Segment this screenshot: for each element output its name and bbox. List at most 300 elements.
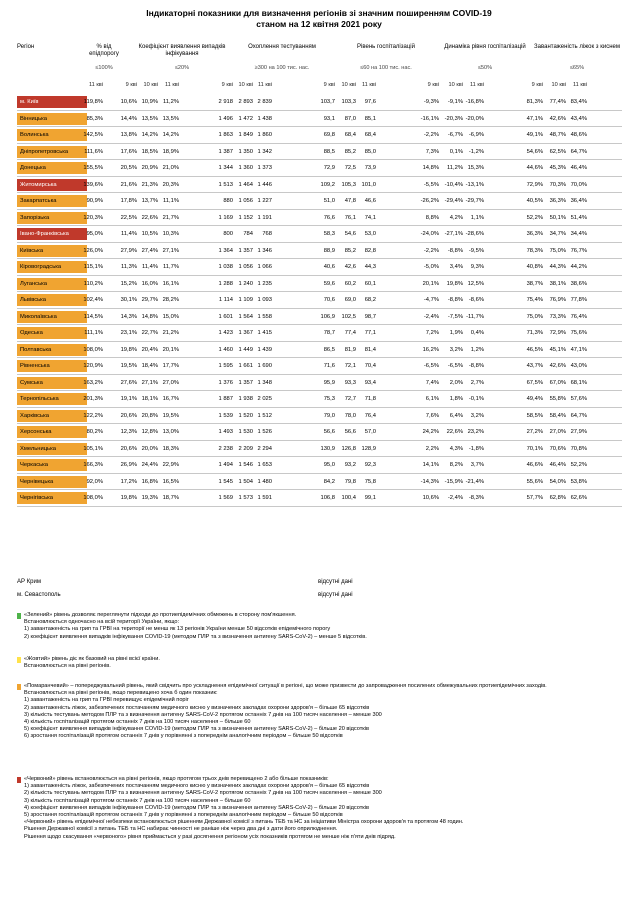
beds-value: 42,6% [549, 115, 566, 122]
det-value: 14,3% [120, 313, 137, 320]
test-value: 1 373 [257, 165, 272, 171]
hosp-value: 60,1 [364, 280, 376, 287]
det-value: 19,3% [141, 495, 158, 501]
det-value: 11,3% [120, 264, 137, 270]
week-label-test-2: 10 кві [238, 82, 253, 88]
hosp-value: 130,9 [320, 445, 335, 452]
det-value: 19,5% [120, 363, 137, 369]
table-row [17, 226, 622, 243]
legend-line: Рішення Державної комісії з питань ТЕБ та НС набирає чинності не раніше ніж через два дні з дати його оприлюднення. [24, 826, 338, 833]
test-value: 1 653 [257, 462, 272, 468]
hosp-value: 93,3 [344, 379, 356, 386]
table-row [17, 391, 622, 408]
table-row [17, 210, 622, 227]
test-value: 1 520 [238, 412, 253, 419]
dyn-value: -13,1% [465, 181, 484, 188]
dyn-value: 3,2% [449, 346, 463, 353]
det-value: 14,2% [141, 132, 158, 138]
det-value: 19,8% [120, 346, 137, 353]
hosp-value: 99,1 [364, 495, 376, 501]
region-name: Донецька [17, 162, 87, 174]
region-name: Житомирська [17, 179, 87, 191]
dyn-value: -8,6% [468, 297, 484, 303]
det-value: 27,1% [162, 247, 179, 254]
legend-line: 2) завантаженість ліжок, забезпечених постачанням медичного кисню у визначених закладах охорони здоров'я – більше 65 відсотків [24, 704, 370, 711]
pct-value: 80,2% [86, 429, 103, 435]
dyn-value: -24,0% [420, 231, 439, 237]
beds-value: 64,7% [570, 148, 587, 155]
det-value: 18,9% [162, 148, 179, 155]
det-value: 14,8% [141, 313, 158, 320]
table-row [17, 375, 622, 392]
test-value: 1 191 [257, 214, 272, 221]
beds-value: 72,9% [549, 330, 566, 336]
hosp-value: 86,5 [323, 346, 335, 353]
hosp-value: 68,4 [364, 132, 376, 138]
test-value: 1 387 [218, 148, 233, 155]
pct-value: 126,0% [83, 247, 103, 254]
week-label-det-3: 11 кві [164, 82, 179, 88]
det-value: 11,4% [141, 264, 158, 270]
hosp-value: 93,1 [323, 115, 335, 122]
dyn-value: -9,3% [423, 99, 439, 105]
det-value: 19,1% [120, 396, 137, 402]
dyn-value: -29,4% [444, 198, 463, 204]
hosp-value: 81,4 [364, 346, 376, 353]
beds-value: 45,1% [549, 346, 566, 353]
hosp-value: 53,0 [364, 231, 376, 237]
table-row [17, 193, 622, 210]
dyn-value: -2,2% [423, 132, 439, 138]
beds-value: 62,8% [549, 495, 566, 501]
hosp-value: 57,0 [364, 429, 376, 435]
test-value: 1 526 [257, 429, 272, 435]
beds-value: 70,1% [526, 445, 543, 452]
beds-value: 47,1% [570, 346, 587, 353]
week-label-beds-1: 9 кві [531, 82, 543, 88]
det-value: 30,1% [120, 297, 137, 303]
dyn-value: -2,4% [447, 495, 463, 501]
report-date: станом на 12 квітня 2021 року [256, 19, 382, 29]
hosp-value: 72,5 [344, 165, 356, 171]
table-row [17, 342, 622, 359]
beds-value: 27,2% [526, 429, 543, 435]
pct-value: 105,1% [83, 445, 103, 452]
det-value: 14,2% [162, 132, 179, 138]
det-value: 13,0% [162, 429, 179, 435]
det-value: 27,6% [120, 379, 137, 386]
hosp-value: 71,6 [323, 363, 335, 369]
test-value: 1 849 [238, 132, 253, 138]
table-row [17, 177, 622, 194]
dyn-value: -6,9% [468, 132, 484, 138]
hosp-value: 76,1 [344, 214, 356, 221]
week-label-det-1: 9 кві [125, 82, 137, 88]
det-value: 22,5% [120, 214, 137, 221]
beds-value: 49,4% [526, 396, 543, 402]
det-value: 12,3% [120, 429, 137, 435]
region-name: Дніпропетровська [17, 146, 87, 158]
beds-value: 67,5% [526, 379, 543, 386]
test-value: 1 169 [218, 214, 233, 221]
week-label-hosp-2: 10 кві [341, 82, 356, 88]
det-value: 22,6% [141, 214, 158, 221]
det-value: 21,3% [141, 181, 158, 188]
hosp-value: 47,8 [344, 198, 356, 204]
week-label-pct: 11 кві [88, 82, 103, 88]
hosp-value: 74,1 [364, 214, 376, 221]
test-value: 1 591 [257, 495, 272, 501]
legend-line: 3) кількість тестувань методом ПЛР та з визначення антигену SARS-CoV-2 протягом останніх 7 днів на 100 тисяч населення – менше 300 [24, 711, 382, 718]
beds-value: 45,3% [549, 165, 566, 171]
det-value: 29,7% [141, 297, 158, 303]
hosp-value: 76,4 [364, 412, 376, 419]
test-value: 1 464 [238, 181, 253, 188]
det-value: 18,4% [141, 363, 158, 369]
region-name: Запорізька [17, 212, 87, 224]
test-value: 1 360 [238, 165, 253, 171]
test-value: 2 209 [238, 445, 253, 452]
det-value: 16,0% [141, 280, 158, 287]
test-value: 1 342 [257, 148, 272, 155]
table-row [17, 94, 622, 111]
test-value: 1 564 [238, 313, 253, 320]
hosp-value: 40,6 [323, 264, 335, 270]
dyn-value: 6,1% [425, 396, 439, 402]
hosp-value: 60,2 [344, 280, 356, 287]
table-row [17, 474, 622, 491]
test-value: 2 294 [257, 445, 272, 452]
det-value: 21,2% [162, 330, 179, 336]
det-value: 20,5% [120, 165, 137, 171]
pct-value: 155,5% [83, 165, 103, 171]
week-label-hosp-1: 9 кві [323, 82, 335, 88]
det-value: 20,0% [141, 445, 158, 452]
dyn-value: 8,8% [425, 214, 439, 221]
pct-value: 119,8% [83, 99, 103, 105]
region-name: Волинська [17, 129, 87, 141]
week-label-dyn-3: 11 кві [469, 82, 484, 88]
test-value: 2 839 [257, 99, 272, 105]
beds-value: 76,7% [570, 247, 587, 254]
dyn-value: -10,4% [444, 181, 463, 188]
det-value: 20,6% [120, 412, 137, 419]
det-value: 11,1% [162, 198, 179, 204]
beds-value: 36,4% [570, 198, 587, 204]
hosp-value: 103,3 [341, 99, 356, 105]
region-name: Львівська [17, 294, 87, 306]
dyn-value: -21,4% [465, 478, 484, 485]
test-value: 1 357 [238, 247, 253, 254]
hosp-value: 81,9 [344, 346, 356, 353]
table-row [17, 144, 622, 161]
table-row [17, 457, 622, 474]
region-name: Миколаївська [17, 311, 87, 323]
dyn-value: 7,4% [425, 379, 439, 386]
det-value: 17,6% [120, 148, 137, 155]
det-value: 14,4% [120, 115, 137, 122]
hosp-value: 93,2 [344, 462, 356, 468]
region-name: Чернігівська [17, 492, 87, 504]
dyn-value: -11,7% [466, 313, 484, 320]
test-value: 1 357 [238, 379, 253, 386]
pct-value: 115,1% [83, 264, 103, 270]
hosp-value: 88,9 [323, 247, 335, 254]
dyn-value: -16,1% [420, 115, 439, 122]
legend-swatch [17, 657, 21, 663]
beds-value: 52,2% [526, 214, 543, 221]
hosp-value: 79,0 [323, 412, 335, 419]
legend-line: 1) завантаженість на грип та ГРВІ перевищує епідемічний поріг [24, 697, 189, 704]
legend-line: Встановлюється на рівні регіонів. [24, 663, 111, 670]
det-value: 26,9% [120, 462, 137, 468]
test-value: 1 573 [238, 495, 253, 501]
test-value: 1 114 [218, 297, 233, 303]
dyn-value: 16,2% [422, 346, 439, 353]
hosp-value: 72,1 [344, 363, 356, 369]
test-value: 1 038 [218, 264, 233, 270]
dyn-value: -8,8% [447, 297, 463, 303]
hosp-value: 78,0 [344, 412, 356, 419]
det-value: 15,0% [162, 313, 179, 320]
test-value: 1 093 [257, 297, 272, 303]
beds-value: 68,1% [570, 379, 587, 386]
hosp-value: 126,8 [341, 445, 356, 452]
threshold-beds: ≤65% [569, 65, 585, 71]
pct-value: 110,2% [83, 280, 103, 287]
dyn-value: 7,6% [425, 412, 439, 419]
region-name: Хмельницька [17, 443, 87, 455]
hosp-value: 100,4 [341, 495, 356, 501]
legend-swatch [17, 777, 21, 783]
test-value: 1 066 [257, 264, 272, 270]
hosp-value: 75,8 [364, 478, 376, 485]
dyn-value: -6,5% [447, 363, 463, 369]
hosp-value: 75,3 [323, 396, 335, 402]
pct-value: 85,3% [86, 115, 103, 122]
pct-value: 111,1% [84, 330, 103, 336]
legend-line: «Червоний» рівень встановлюється на рівні регіонів, якщо протягом трьох днів перевищено 2 або більше показників: [24, 776, 329, 782]
test-value: 2 025 [257, 396, 272, 402]
test-value: 1 344 [218, 165, 233, 171]
det-value: 10,9% [141, 99, 158, 105]
beds-value: 83,4% [570, 99, 587, 105]
det-value: 20,6% [120, 445, 137, 452]
test-value: 1 558 [257, 313, 272, 320]
test-value: 1 109 [238, 297, 253, 303]
beds-value: 38,6% [570, 280, 587, 287]
test-value: 1 504 [238, 478, 253, 485]
beds-value: 71,3% [526, 330, 543, 336]
dyn-value: -8,8% [447, 247, 463, 254]
dyn-value: 3,4% [449, 264, 463, 270]
legend-line: 5) зростання госпіталізацій протягом останніх 7 днів у порівнянні з попереднім аналогічним періодом – більше 50 відсотків [24, 812, 343, 819]
legend-line: Рішення щодо скасування «червоного» рівня приймається у разі досягнення регіоном усіх показників протягом не менше ніж п'яти днів підряд. [24, 833, 396, 840]
beds-value: 81,3% [526, 99, 543, 105]
test-value: 1 449 [238, 346, 253, 353]
pct-value: 120,9% [83, 363, 103, 369]
test-value: 1 494 [218, 462, 233, 468]
hosp-value: 98,7 [364, 313, 376, 320]
beds-value: 48,7% [549, 132, 566, 138]
hosp-value: 105,3 [341, 181, 356, 188]
test-value: 1 438 [257, 115, 272, 122]
test-value: 1 460 [218, 346, 233, 353]
beds-value: 40,5% [526, 198, 543, 204]
pct-value: 92,0% [86, 478, 103, 485]
hosp-value: 102,5 [341, 313, 356, 320]
pct-value: 95,0% [86, 231, 103, 237]
test-value: 1 152 [238, 214, 253, 221]
dyn-value: -5,0% [423, 264, 439, 270]
test-value: 1 415 [257, 330, 272, 336]
beds-value: 43,4% [570, 115, 587, 122]
region-name: Кіровоградська [17, 261, 87, 273]
dyn-value: 4,3% [449, 445, 463, 452]
det-value: 28,2% [162, 297, 179, 303]
dyn-value: -29,7% [465, 198, 484, 204]
week-label-beds-2: 10 кві [551, 82, 566, 88]
week-label-hosp-3: 11 кві [361, 82, 376, 88]
det-value: 15,2% [120, 280, 137, 287]
threshold-det: ≤20% [174, 65, 190, 71]
hosp-value: 59,6 [323, 280, 335, 287]
det-value: 19,5% [162, 412, 179, 419]
hosp-value: 46,6 [364, 198, 376, 204]
hosp-value: 69,0 [344, 297, 356, 303]
hosp-value: 79,8 [344, 478, 356, 485]
beds-value: 50,1% [549, 214, 566, 221]
dyn-value: -6,5% [423, 363, 439, 369]
beds-value: 72,9% [526, 181, 543, 188]
det-value: 13,8% [120, 132, 137, 138]
hosp-value: 97,6 [364, 99, 376, 105]
week-label-dyn-2: 10 кві [448, 82, 463, 88]
hosp-value: 68,2 [364, 297, 376, 303]
beds-value: 40,8% [526, 264, 543, 270]
crimea-label: АР Крим [17, 579, 41, 585]
hosp-value: 56,6 [344, 429, 356, 435]
hosp-value: 84,2 [323, 478, 335, 485]
legend-line: 2) коефіцієнт виявлення випадків інфікування COVID-19 (методом ПЛР та з визначення антигену SARS-CoV-2) – менше 5 відсотків. [24, 633, 367, 640]
hosp-value: 106,9 [320, 313, 335, 320]
header-dynamics: Динаміка рівня госпіталізацій [444, 44, 526, 50]
dyn-value: -4,7% [423, 297, 439, 303]
beds-value: 42,6% [549, 363, 566, 369]
dyn-value: -28,6% [465, 231, 484, 237]
region-name: Одеська [17, 327, 87, 339]
region-name: Сумська [17, 377, 87, 389]
threshold-hosp: ≤60 на 100 тис. нас. [360, 65, 412, 71]
test-value: 1 539 [218, 412, 233, 419]
hosp-value: 70,6 [323, 297, 335, 303]
beds-value: 34,4% [570, 231, 587, 237]
hosp-value: 77,4 [344, 330, 356, 336]
table-row [17, 292, 622, 309]
region-name: Чернівецька [17, 476, 87, 488]
test-value: 1 348 [257, 379, 272, 386]
table-row [17, 490, 622, 507]
legend-line: Встановлюється на рівні регіонів, якщо перевищено хоча б один показник: [24, 690, 218, 697]
hosp-value: 42,6 [344, 264, 356, 270]
beds-value: 49,1% [526, 132, 543, 138]
region-name: Херсонська [17, 426, 87, 438]
dyn-value: -1,8% [468, 445, 484, 452]
pct-value: 163,2% [83, 379, 103, 386]
det-value: 22,7% [141, 330, 158, 336]
beds-value: 52,2% [570, 462, 587, 468]
test-value: 1 350 [238, 148, 253, 155]
sevastopol-note: відсутні дані [318, 592, 353, 598]
hosp-value: 70,4 [364, 363, 376, 369]
beds-value: 67,0% [549, 379, 566, 386]
det-value: 20,3% [162, 181, 179, 188]
beds-value: 62,5% [549, 148, 566, 155]
beds-value: 77,8% [570, 297, 587, 303]
det-value: 21,7% [162, 214, 179, 221]
legend-green [17, 612, 617, 641]
header-detection: Коефіцієнт виявлення випадків інфікування [138, 44, 226, 57]
test-value: 1 546 [238, 462, 253, 468]
test-value: 1 661 [238, 363, 253, 369]
table-row [17, 243, 622, 260]
sevastopol-label: м. Севастополь [17, 592, 61, 598]
beds-value: 70,6% [549, 445, 566, 452]
pct-value: 114,5% [83, 313, 103, 320]
det-value: 19,8% [120, 495, 137, 501]
det-value: 12,8% [141, 429, 158, 435]
pct-value: 111,6% [84, 148, 103, 155]
beds-value: 73,3% [549, 313, 566, 320]
dyn-value: 0,4% [470, 330, 484, 336]
table-row [17, 259, 622, 276]
test-value: 1 235 [257, 280, 272, 287]
beds-value: 43,0% [570, 363, 587, 369]
pct-value: 142,5% [83, 132, 103, 138]
beds-value: 70,3% [549, 181, 566, 188]
det-value: 20,8% [141, 412, 158, 419]
legend-yellow [17, 656, 617, 670]
dyn-value: -8,3% [468, 495, 484, 501]
dyn-value: -26,2% [420, 198, 439, 204]
dyn-value: 11,2% [446, 165, 463, 171]
beds-value: 27,0% [549, 429, 566, 435]
test-value: 784 [243, 231, 253, 237]
hosp-value: 95,9 [323, 379, 335, 386]
region-table [17, 94, 622, 507]
dyn-value: 3,7% [470, 462, 484, 468]
dyn-value: -20,0% [465, 115, 484, 122]
header-region: Регіон [17, 44, 35, 50]
dyn-value: 7,2% [425, 330, 439, 336]
beds-value: 44,6% [526, 165, 543, 171]
dyn-value: 12,5% [467, 280, 484, 287]
det-value: 18,7% [162, 495, 179, 501]
det-value: 20,9% [141, 165, 158, 171]
hosp-value: 82,8 [364, 247, 376, 254]
legend-line: 6) зростання госпіталізацій протягом останніх 7 днів у порівнянні з попереднім аналогічним періодом – більше 50 відсотків [24, 733, 343, 740]
dyn-value: 9,3% [470, 264, 484, 270]
test-value: 1 480 [257, 478, 272, 485]
dyn-value: 4,2% [449, 214, 463, 221]
hosp-value: 58,3 [323, 231, 335, 237]
hosp-value: 87,0 [344, 115, 356, 122]
week-label-test-1: 9 кві [221, 82, 233, 88]
dyn-value: -14,3% [420, 478, 439, 485]
hosp-value: 93,4 [364, 379, 376, 386]
dyn-value: 22,6% [446, 429, 463, 435]
hosp-value: 109,2 [320, 181, 335, 188]
